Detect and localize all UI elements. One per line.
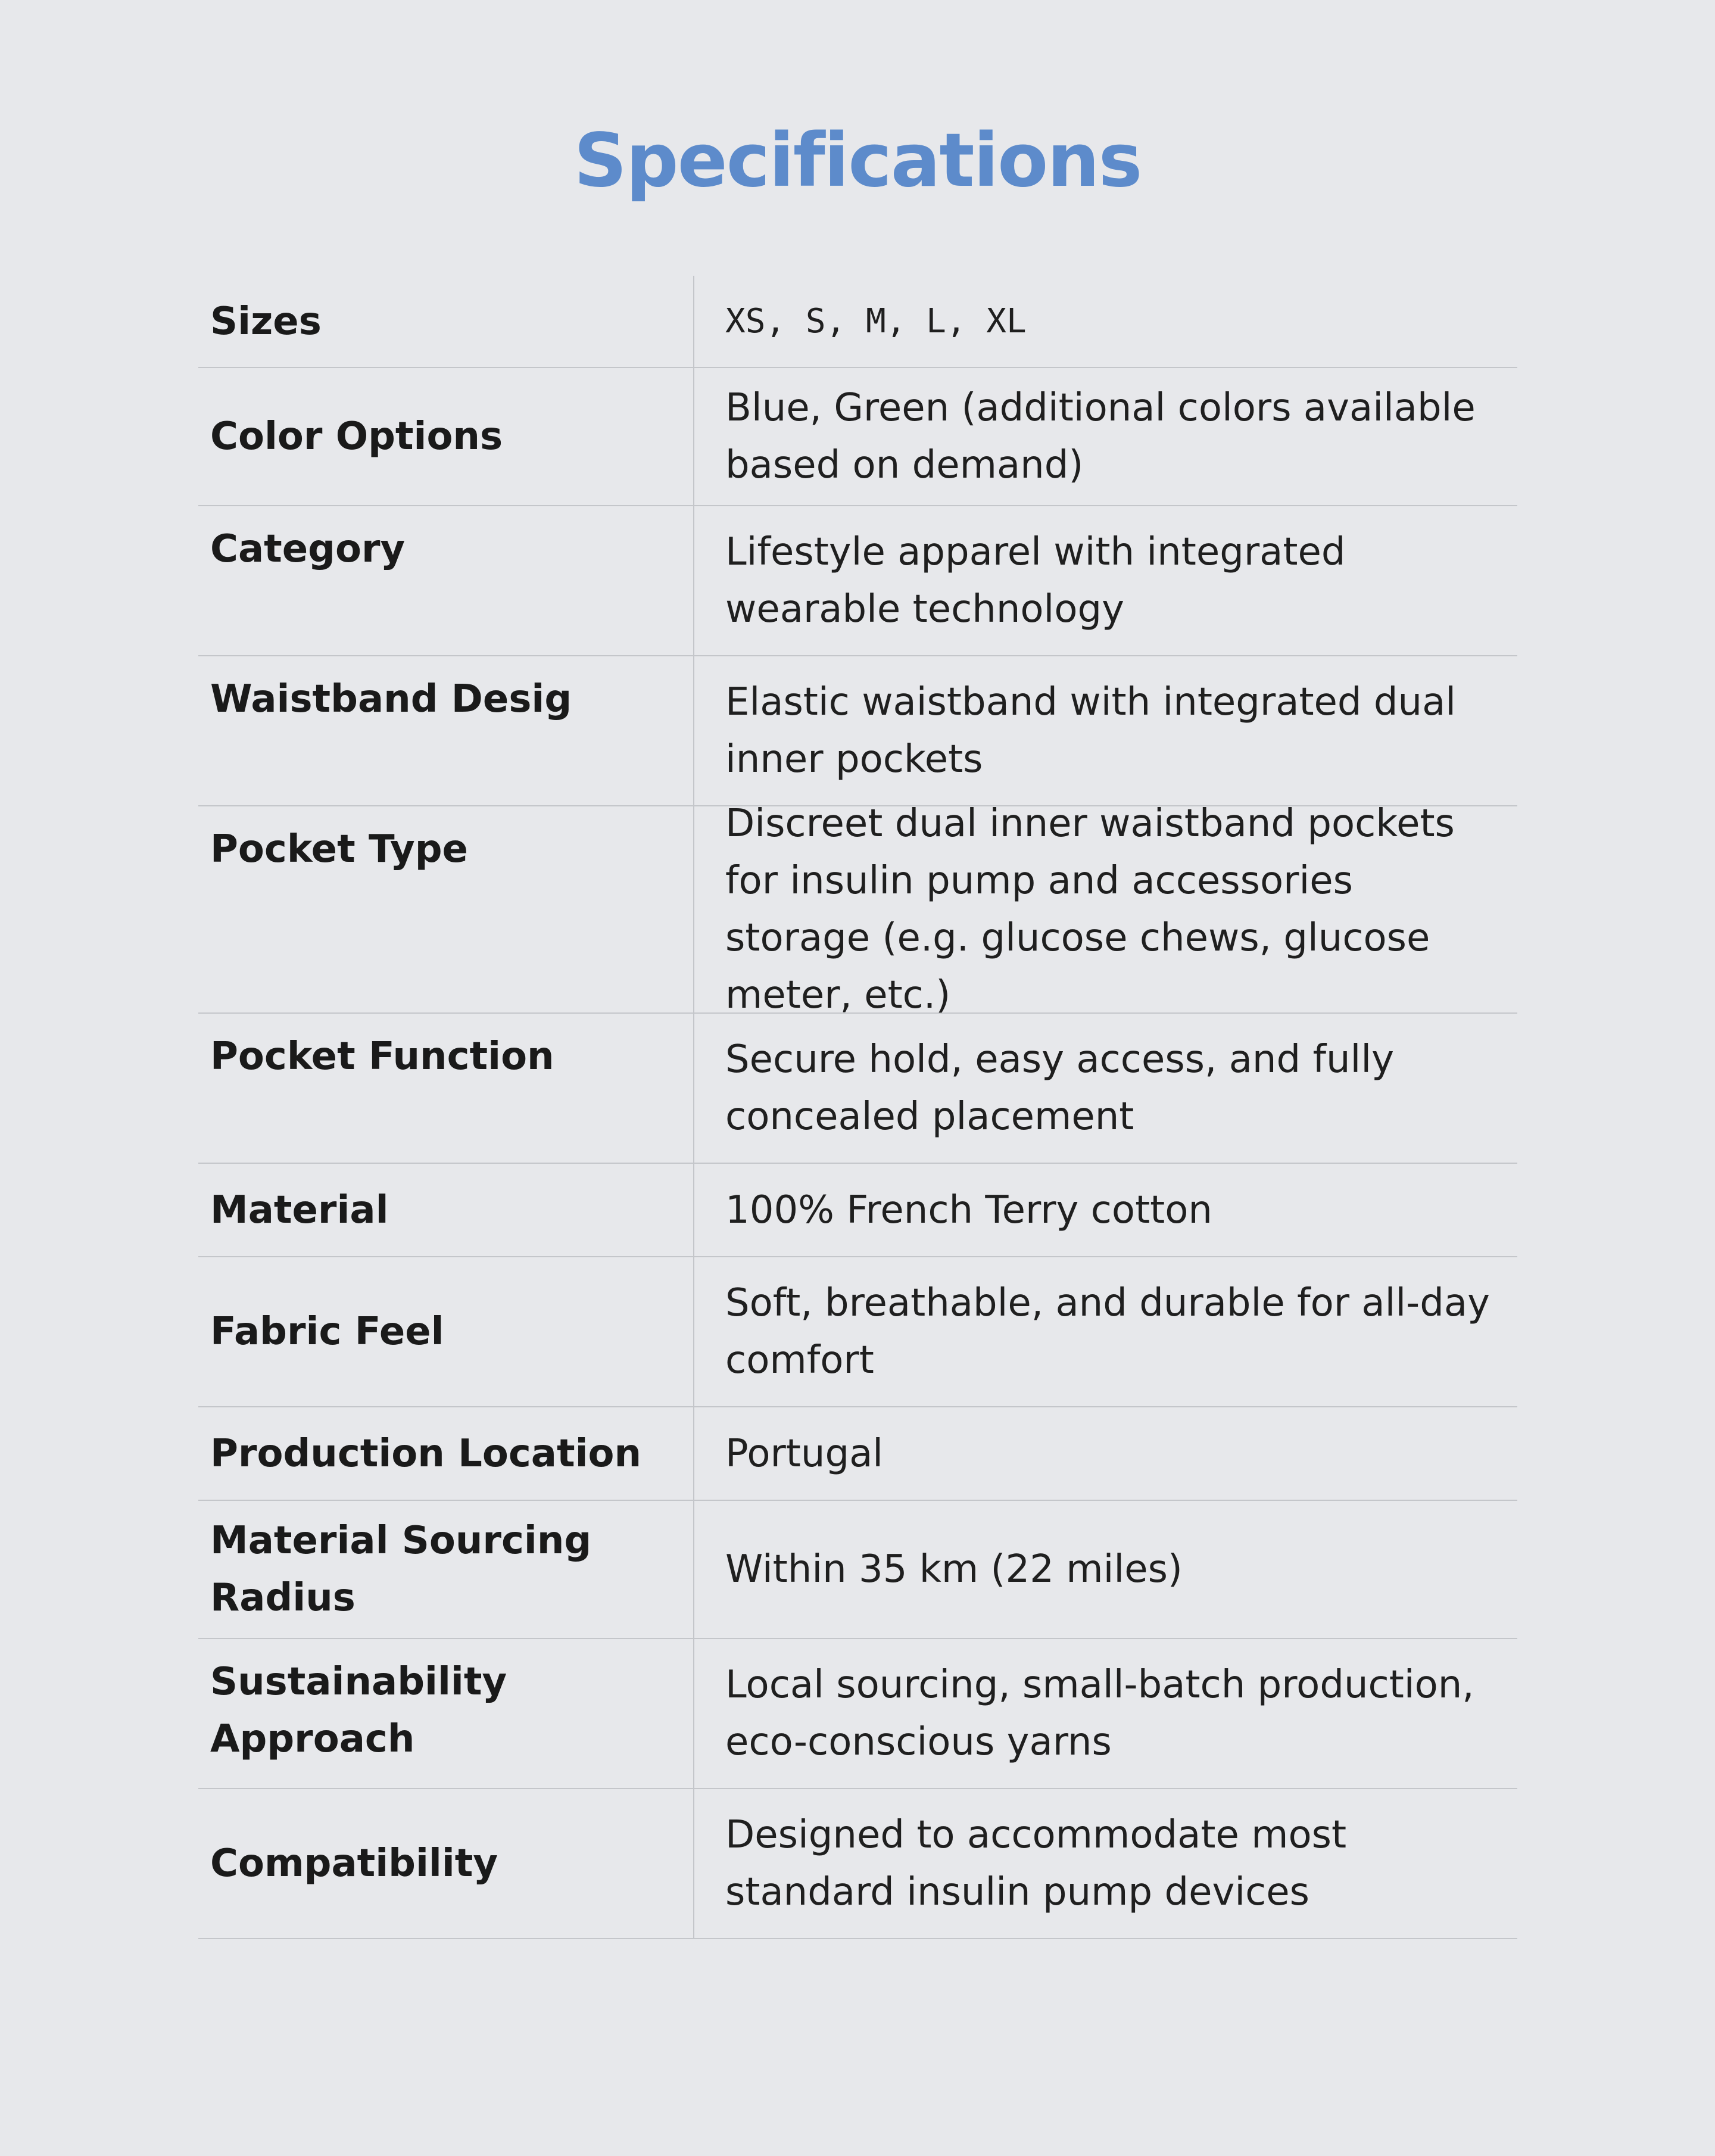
row-label-fabric-feel: Fabric Feel <box>198 1257 694 1406</box>
row-value-waistband-design: Elastic waistband with integrated dual inner pockets <box>725 680 1457 781</box>
row-label-compatibility: Compatibility <box>198 1789 694 1938</box>
row-value-color-options: Blue, Green (additional colors available based on demand) <box>725 386 1476 487</box>
row-label-pocket-type: Pocket Type <box>198 806 694 1012</box>
row-label-sizes: Sizes <box>198 276 694 367</box>
table-row <box>198 1014 1517 1164</box>
row-value-material-sourcing-radius: Within 35 km (22 miles) <box>725 1547 1183 1591</box>
row-value-pocket-function: Secure hold, easy access, and fully concealed placement <box>725 1038 1394 1139</box>
row-label-production-location: Production Location <box>198 1407 694 1500</box>
row-label-material-sourcing-radius: Material Sourcing Radius <box>198 1501 694 1638</box>
table-row <box>198 1407 1517 1501</box>
table-row <box>198 1789 1517 1939</box>
table-row <box>198 1501 1517 1639</box>
row-value-material: 100% French Terry cotton <box>725 1188 1212 1232</box>
row-value-category: Lifestyle apparel with integrated wearable technology <box>725 530 1346 631</box>
row-label-category: Category <box>198 506 694 655</box>
table-row <box>198 506 1517 656</box>
row-label-sustainability-approach: Sustainability Approach <box>198 1639 694 1788</box>
table-row <box>198 276 1517 368</box>
table-row <box>198 1164 1517 1257</box>
table-row <box>198 1257 1517 1407</box>
row-label-pocket-function: Pocket Function <box>198 1014 694 1163</box>
row-value-sustainability-approach: Local sourcing, small-batch production, eco-conscious yarns <box>725 1663 1474 1764</box>
row-value-sizes: XS, S, M, L, XL <box>725 301 1027 341</box>
table-row <box>198 1639 1517 1789</box>
row-value-fabric-feel: Soft, breathable, and durable for all-day comfort <box>725 1281 1490 1382</box>
table-row <box>198 368 1517 506</box>
spec-table <box>198 276 1517 1939</box>
row-label-color-options: Color Options <box>198 368 694 505</box>
row-value-production-location: Portugal <box>725 1431 884 1476</box>
table-row <box>198 656 1517 806</box>
page-title: Specifications <box>573 118 1142 204</box>
row-value-compatibility: Designed to accommodate most standard insulin pump devices <box>725 1813 1347 1914</box>
row-label-material: Material <box>198 1164 694 1256</box>
row-value-pocket-type: Discreet dual inner waistband pockets for insulin pump and accessories storage (e.g. glucose chews, glucose meter, etc.) <box>725 802 1455 1017</box>
table-row <box>198 802 1517 1017</box>
row-label-waistband-design: Waistband Desig <box>198 656 694 805</box>
